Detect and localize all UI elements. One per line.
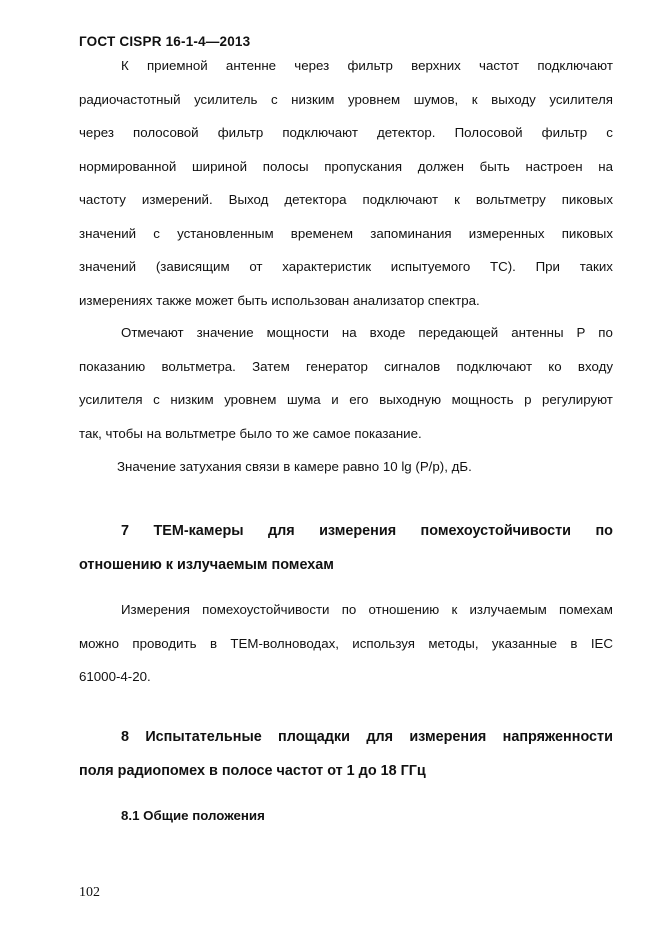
- word: полосы: [262, 158, 309, 174]
- word: регулируют: [542, 392, 613, 407]
- word: уровнем: [347, 91, 401, 107]
- word: p: [524, 392, 532, 407]
- word: настроен: [525, 158, 583, 174]
- word: низким: [291, 91, 335, 107]
- word: помехоустойчивости: [202, 602, 330, 617]
- word: для: [366, 729, 393, 745]
- word: входе: [369, 325, 406, 340]
- word: (зависящим: [155, 259, 230, 274]
- word: напряженности: [502, 729, 613, 745]
- word: пропускания: [324, 158, 403, 174]
- word: измерения: [409, 729, 487, 745]
- word: на: [598, 158, 613, 174]
- word: полосовой: [133, 125, 199, 140]
- word: ТЕМ-камеры: [153, 523, 244, 539]
- heading-line: поля радиопомех в полосе частот от 1 до 18 ГГц: [79, 763, 426, 779]
- word: ТС).: [490, 259, 516, 274]
- word: пиковых: [561, 192, 613, 207]
- word: нормированной: [79, 158, 177, 174]
- word: показанию: [79, 358, 146, 374]
- word: мощность: [451, 392, 514, 407]
- word: ТЕМ-волноводах,: [230, 635, 339, 651]
- word: используя: [352, 635, 416, 651]
- word: площадки: [278, 729, 350, 745]
- word: уровнем: [224, 392, 277, 407]
- word: вольтметра.: [161, 358, 236, 374]
- section-7-heading: [79, 514, 613, 582]
- word: IEC: [590, 635, 613, 651]
- word: шума: [286, 392, 321, 407]
- word: к: [471, 91, 478, 107]
- heading-line: 8.1 Общие положения: [121, 808, 265, 823]
- word: P: [576, 325, 586, 340]
- word: антенне: [225, 58, 277, 73]
- text-line: измерениях также может быть использован анализатор спектра.: [79, 292, 480, 308]
- word: запоминания: [370, 225, 452, 241]
- word: антенны: [511, 325, 564, 340]
- word: радиочастотный: [79, 91, 181, 107]
- word: установленным: [177, 225, 274, 241]
- word: ко: [548, 358, 562, 374]
- word: усилителя: [79, 392, 143, 407]
- word: подключают: [456, 358, 533, 374]
- word: мощности: [266, 325, 329, 340]
- word: приемной: [146, 58, 208, 73]
- word: усилителя: [549, 91, 613, 107]
- word: с: [270, 91, 278, 107]
- word: передающей: [418, 325, 499, 340]
- word: значений: [79, 259, 137, 274]
- word: шириной: [191, 158, 248, 174]
- text-line: [79, 627, 613, 661]
- word: Полосовой: [454, 125, 523, 140]
- text-line: [79, 83, 613, 117]
- word: к: [451, 602, 458, 617]
- word: Выход: [228, 192, 269, 207]
- word: на: [341, 325, 357, 340]
- heading-line: [79, 720, 613, 754]
- page-number: 102: [79, 885, 100, 900]
- heading-line: отношению к излучаемым помехам: [79, 557, 334, 573]
- word: К: [121, 58, 129, 73]
- heading-line: [79, 514, 613, 548]
- text-line: [79, 217, 613, 251]
- text-line: так, чтобы на вольтметре было то же самое показание.: [79, 425, 422, 441]
- word: входу: [577, 358, 613, 374]
- text-line: [79, 350, 613, 384]
- word: можно: [79, 635, 120, 651]
- word: проводить: [132, 635, 197, 651]
- word: с: [606, 125, 613, 140]
- word: через: [79, 125, 114, 140]
- word: шумов,: [413, 91, 459, 107]
- word: с: [153, 225, 160, 241]
- word: от: [249, 259, 263, 274]
- word: сигналов: [384, 358, 441, 374]
- word: усилитель: [194, 91, 258, 107]
- word: измеренных: [468, 225, 545, 241]
- word: его: [349, 392, 369, 407]
- text-line: [79, 250, 613, 284]
- word: Испытательные: [145, 729, 262, 745]
- word: таких: [579, 259, 613, 274]
- text-line: [79, 383, 613, 417]
- word: вольтметру: [475, 192, 546, 207]
- word: помехам: [559, 602, 613, 617]
- word: пиковых: [561, 225, 613, 241]
- text-line: [79, 116, 613, 150]
- word: по: [598, 325, 613, 340]
- word: быть: [479, 158, 510, 174]
- word: Затем: [252, 358, 290, 374]
- word: детектора: [284, 192, 347, 207]
- word: по: [595, 523, 613, 539]
- word: временем: [290, 225, 354, 241]
- word: частот: [479, 58, 520, 73]
- word: испытуемого: [390, 259, 471, 274]
- word: излучаемым: [469, 602, 547, 617]
- word: значений: [79, 225, 137, 241]
- word: генератор: [306, 358, 368, 374]
- word: для: [267, 523, 295, 539]
- word: через: [294, 58, 330, 73]
- text-line: 61000-4-20.: [79, 669, 151, 684]
- word: и: [331, 392, 339, 407]
- word: детектор.: [377, 125, 436, 140]
- word: характеристик: [282, 259, 372, 274]
- word: помехоустойчивости: [420, 523, 572, 539]
- text-line: [79, 316, 613, 350]
- word: верхних: [411, 58, 461, 73]
- word: низким: [170, 392, 214, 407]
- paragraph-power-measurement: [79, 316, 613, 450]
- word: к: [454, 192, 460, 207]
- word: в: [209, 635, 218, 651]
- paragraph-tem-waveguides: [79, 593, 613, 694]
- word: с: [153, 392, 160, 407]
- word: 8: [121, 729, 130, 745]
- word: частоту: [79, 192, 126, 207]
- paragraph-coupling-attenuation: [79, 450, 613, 484]
- word: по: [341, 602, 357, 617]
- word: подключают: [282, 125, 358, 140]
- word: Отмечают: [121, 325, 184, 340]
- text-line: Значение затухания связи в камере равно 10 lg (P/p), дБ.: [117, 459, 472, 474]
- word: выходу: [491, 91, 536, 107]
- word: подключают: [537, 58, 613, 73]
- word: При: [535, 259, 560, 274]
- word: в: [570, 635, 578, 651]
- section-8-heading: [79, 720, 613, 788]
- section-8-1-heading: [79, 799, 613, 833]
- word: методы,: [428, 635, 479, 651]
- word: измерения: [319, 523, 397, 539]
- word: отношению: [368, 602, 440, 617]
- text-line: [79, 183, 613, 217]
- word: указанные: [491, 635, 558, 651]
- word: измерений.: [141, 192, 213, 207]
- word: Измерения: [121, 602, 190, 617]
- text-line: [79, 150, 613, 184]
- document-header: ГОСТ CISPR 16-1-4—2013: [79, 34, 251, 49]
- text-line: [79, 49, 613, 83]
- word: фильтр: [347, 58, 393, 73]
- word: фильтр: [217, 125, 264, 140]
- word: фильтр: [541, 125, 588, 140]
- text-line: [79, 593, 613, 627]
- word: выходную: [379, 392, 442, 407]
- word: должен: [417, 158, 464, 174]
- word: 7: [121, 523, 130, 539]
- paragraph-receiving-antenna: [79, 49, 613, 317]
- word: значение: [196, 325, 254, 340]
- word: подключают: [362, 192, 439, 207]
